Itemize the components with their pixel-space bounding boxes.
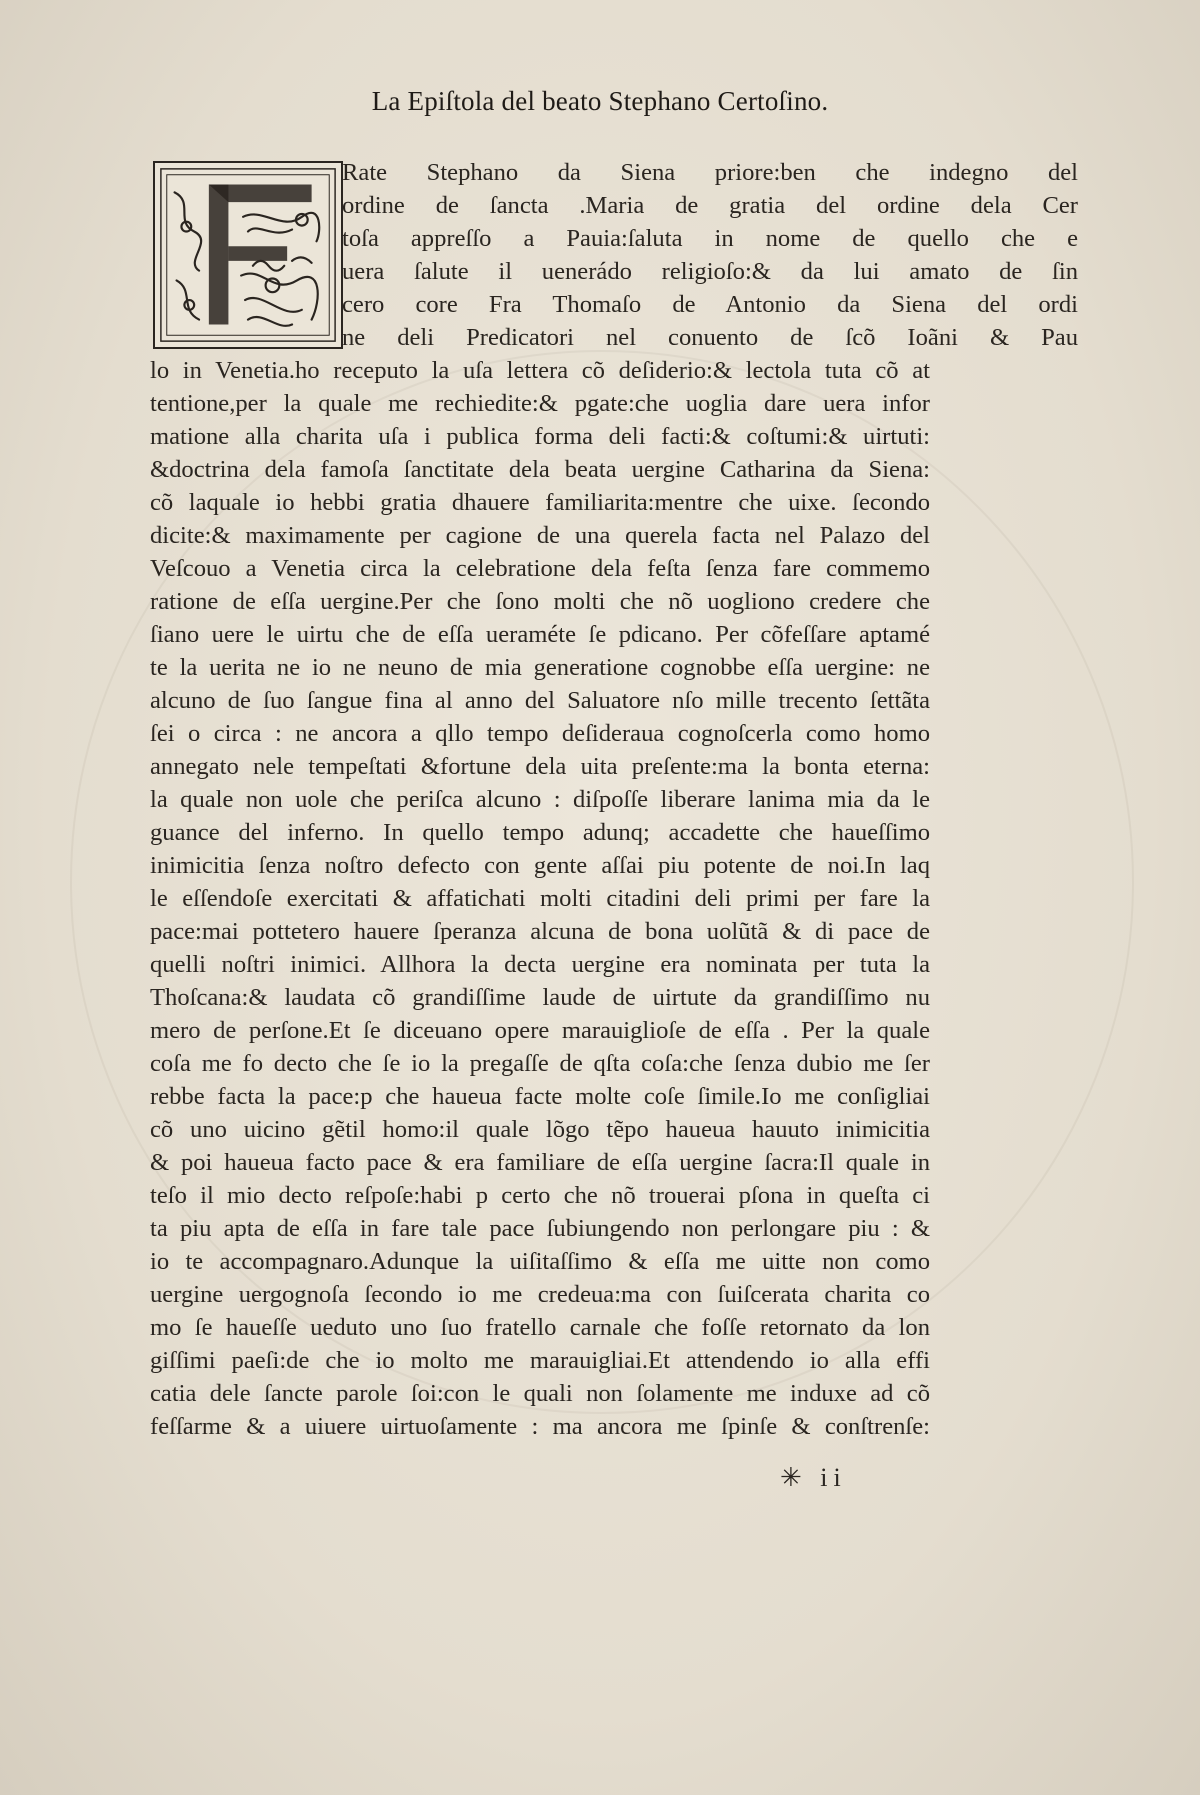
text-line: quelli noſtri inimici. Allhora la decta uergine era nominata per tuta la (150, 951, 930, 978)
text-line: ordine de ſancta .Maria de gratia del ordine dela Cer (342, 192, 1078, 219)
text-line: tentione,per la quale me rechiedite:& pgate:che uoglia dare uera infor (150, 390, 930, 417)
text-line: lo in Venetia.ho receputo la uſa lettera cõ deſiderio:& lectola tuta cõ at (150, 357, 930, 384)
text-line: teſo il mio decto reſpoſe:habi p certo che nõ trouerai pſona in queſta ci (150, 1182, 930, 1209)
page-title: La Epiſtola del beato Stephano Certoſino. (371, 86, 829, 116)
text-line: le eſſendoſe exercitati & affatichati molti citadini deli primi per fare la (150, 885, 930, 912)
text-line: ratione de eſſa uergine.Per che ſono molti che nõ uogliono credere che (150, 588, 930, 615)
text-line: toſa appreſſo a Pauia:ſaluta in nome de quello che e (342, 225, 1078, 252)
text-line: te la uerita ne io ne neuno de mia generatione cognobbe eſſa uergine: ne (150, 654, 930, 681)
text-line: feſſarme & a uiuere uirtuoſamente : ma ancora me ſpinſe & conſtrenſe: (150, 1413, 930, 1440)
text-line: ne deli Predicatori nel conuento de ſcõ Ioãni & Pau (342, 324, 1078, 351)
text-line: uergine uergognoſa ſecondo io me credeua:ma con ſuiſcerata charita co (150, 1281, 930, 1308)
text-line: catia dele ſancte parole ſoi:con le quali non ſolamente me induxe ad cõ (150, 1380, 930, 1407)
decorated-initial-letter (153, 161, 343, 349)
text-line: giſſimi paeſi:de che io molto me marauigliai.Et attendendo io alla effi (150, 1347, 930, 1374)
text-line: & poi haueua facto pace & era familiare de eſſa uergine ſacra:Il quale in (150, 1149, 930, 1176)
text-line: uera ſalute il uenerádo religioſo:& da lui amato de ſin (342, 258, 1078, 285)
text-line: rebbe facta la pace:p che haueua facte molte coſe ſimile.Io me conſigliai (150, 1083, 930, 1110)
text-line: inimicitia ſenza noſtro defecto con gente aſſai piu potente de noi.In laq (150, 852, 930, 879)
text-line: alcuno de ſuo ſangue fina al anno del Saluatore nſo mille trecento ſettãta (150, 687, 930, 714)
text-line: Rate Stephano da Siena priore:ben che indegno del (342, 159, 1078, 186)
text-line: dicite:& maximamente per cagione de una querela facta nel Palazo del (150, 522, 930, 549)
signature-mark: ✳ ii (780, 1463, 847, 1492)
text-line: la quale non uole che periſca alcuno : diſpoſſe liberare lanima mia da le (150, 786, 930, 813)
text-line: cõ laquale io hebbi gratia dhauere familiarita:mentre che uixe. ſecondo (150, 489, 930, 516)
text-line: mero de perſone.Et ſe diceuano opere marauiglioſe de eſſa . Per la quale (150, 1017, 930, 1044)
text-line: mo ſe haueſſe ueduto uno ſuo fratello carnale che foſſe retornato da lon (150, 1314, 930, 1341)
text-line: &doctrina dela famoſa ſanctitate dela beata uergine Catharina da Siena: (150, 456, 930, 483)
text-line: ta piu apta de eſſa in fare tale pace ſubiungendo non perlongare piu : & (150, 1215, 930, 1242)
text-line: io te accompagnaro.Adunque la uiſitaſſimo & eſſa me uitte non como (150, 1248, 930, 1275)
text-line: matione alla charita uſa i publica forma deli facti:& coſtumi:& uirtuti: (150, 423, 930, 450)
text-line: pace:mai pottetero hauere ſperanza alcuna de bona uolũtã & di pace de (150, 918, 930, 945)
text-line: Veſcouo a Venetia circa la celebratione dela feſta ſenza fare commemo (150, 555, 930, 582)
text-line: cero core Fra Thomaſo de Antonio da Siena del ordi (342, 291, 1078, 318)
text-line: coſa me fo decto che ſe io la pregaſſe de qſta coſa:che ſenza dubio me ſer (150, 1050, 930, 1077)
text-line: ſei o circa : ne ancora a qllo tempo deſideraua cognoſcerla como homo (150, 720, 930, 747)
text-line: ſiano uere le uirtu che de eſſa ueraméte ſe pdicano. Per cõfeſſare aptamé (150, 621, 930, 648)
text-line: annegato nele tempeſtati &fortune dela uita preſente:ma la bonta eterna: (150, 753, 930, 780)
text-line: cõ uno uicino gẽtil homo:il quale lõgo tẽpo haueua hauuto inimicitia (150, 1116, 930, 1143)
text-line: Thoſcana:& laudata cõ grandiſſime laude de uirtute da grandiſſimo nu (150, 984, 930, 1011)
text-line: guance del inferno. In quello tempo adunq; accadette che haueſſimo (150, 819, 930, 846)
